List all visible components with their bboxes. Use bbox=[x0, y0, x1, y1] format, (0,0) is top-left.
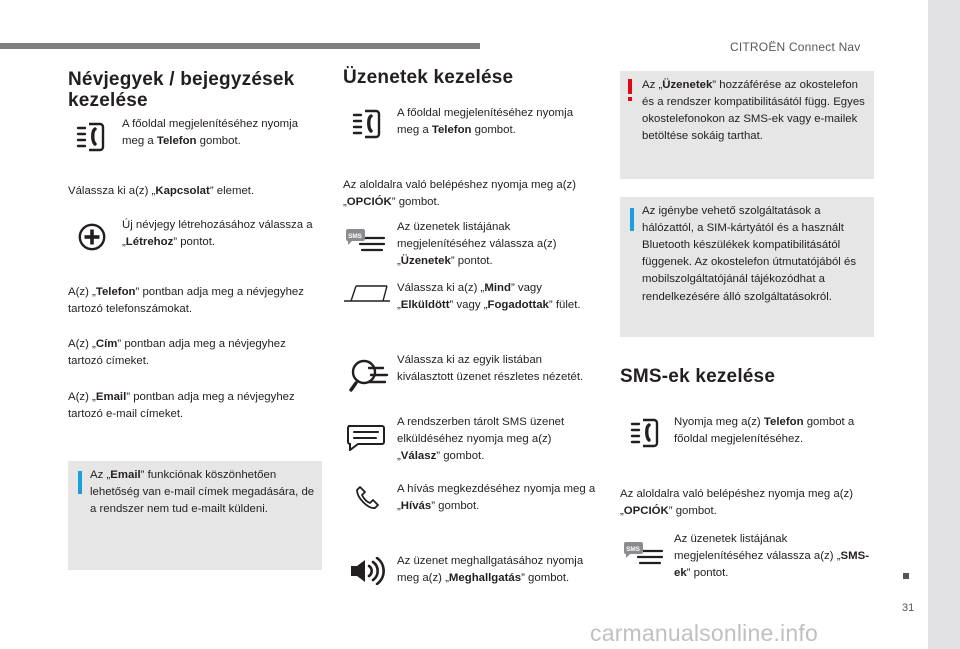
phone-icon bbox=[76, 120, 106, 154]
email-info-text: Az „Email” funkciónak köszönhetően lehetőség van e-mail címek megadására, de a rendszer nem tud e-mailt küldeni. bbox=[90, 469, 315, 516]
sms-step-phone: Nyomja meg a(z) Telefon gombot a főoldal megjelenítéséhez. bbox=[674, 416, 855, 446]
sms-section-title: SMS-ek kezelése bbox=[620, 366, 776, 387]
email-info-note bbox=[68, 461, 322, 570]
page-side-band bbox=[928, 0, 960, 649]
messages-step-call: A hívás megkezdéséhez nyomja meg a „Hívás” gombot. bbox=[397, 483, 596, 513]
messages-step-listen: Az üzenet meghallgatásához nyomja meg a(z) „Meghallgatás” gombot. bbox=[397, 555, 584, 585]
sms-badge-label: SMS bbox=[348, 233, 362, 241]
messages-options-text: Az aloldalra való belépéshez nyomja meg a(z) „OPCIÓK” gombot. bbox=[343, 179, 576, 209]
brand-label: CITROËN Connect Nav bbox=[730, 40, 861, 54]
messages-section-title: Üzenetek kezelése bbox=[343, 67, 514, 88]
phone-icon bbox=[630, 416, 660, 450]
reply-icon bbox=[346, 421, 386, 451]
services-info-text: Az igénybe vehető szolgáltatások a hálózattól, a SIM-kártyától és a használt Bluetooth készülékek kompatibilitásától függenek. Az okostelefon útmutatójából és mobilszolgáltatójánál tájékozódhat a rendelkezésére álló szolgáltatásokról. bbox=[642, 205, 857, 303]
warning-icon bbox=[626, 79, 634, 103]
phone-icon bbox=[352, 107, 382, 141]
call-icon bbox=[355, 484, 381, 510]
contacts-phone-text: A(z) „Telefon” pontban adja meg a névjegyhez tartozó telefonszámokat. bbox=[68, 286, 304, 316]
contacts-address-text: A(z) „Cím” pontban adja meg a névjegyhez tartozó címeket. bbox=[68, 338, 286, 368]
info-bar-icon bbox=[78, 471, 82, 494]
contacts-step-phone: A főoldal megjelenítéséhez nyomja meg a Telefon gombot. bbox=[122, 118, 299, 148]
sms-step-list: Az üzenetek listájának megjelenítéséhez válassza a(z) „SMS-ek” pontot. bbox=[674, 533, 869, 580]
sms-messages-icon bbox=[622, 538, 666, 570]
messages-step-phone: A főoldal megjelenítéséhez nyomja meg a Telefon gombot. bbox=[397, 107, 574, 137]
page-marker-square bbox=[903, 573, 909, 579]
messages-step-reply: A rendszerben tárolt SMS üzenet elküldéséhez nyomja meg a(z) „Válasz” gombot. bbox=[397, 416, 565, 463]
speaker-icon bbox=[349, 557, 385, 585]
sms-badge-label: SMS bbox=[626, 546, 640, 554]
header-rule bbox=[0, 43, 480, 49]
watermark: carmanualsonline.info bbox=[590, 620, 818, 646]
services-info-note bbox=[620, 197, 874, 337]
messages-warning-note bbox=[620, 71, 874, 179]
info-bar-icon bbox=[630, 208, 634, 231]
messages-warning-text: Az „Üzenetek” hozzáférése az okostelefon és a rendszer kompatibilitásától függ. Egyes okostelefonokon az SMS-ek vagy e-mailek betöltése sokáig tarthat. bbox=[642, 79, 865, 143]
page-number: 31 bbox=[902, 602, 915, 614]
contacts-select-contact-text: Válassza ki a(z) „Kapcsolat” elemet. bbox=[68, 185, 255, 197]
contacts-email-text: A(z) „Email” pontban adja meg a névjegyhez tartozó e-mail címeket. bbox=[68, 391, 295, 421]
sms-options-text: Az aloldalra való belépéshez nyomja meg a(z) „OPCIÓK” gombot. bbox=[620, 488, 853, 518]
add-contact-icon bbox=[78, 223, 106, 251]
messages-step-list: Az üzenetek listájának megjelenítéséhez válassza a(z) „Üzenetek” pontot. bbox=[397, 221, 557, 268]
contacts-step-create: Új névjegy létrehozásához válassza a „Létrehoz” pontot. bbox=[122, 219, 313, 249]
contacts-section-title: Névjegyek / bejegyzések kezelése bbox=[68, 69, 295, 112]
tabs-icon bbox=[343, 283, 391, 303]
sms-messages-icon bbox=[344, 225, 388, 257]
messages-step-details: Válassza ki az egyik listában kiválasztott üzenet részletes nézetét. bbox=[397, 354, 584, 384]
messages-step-tabs: Válassza ki a(z) „Mind” vagy „Elküldött” vagy „Fogadottak” fület. bbox=[397, 282, 581, 312]
message-details-icon bbox=[349, 357, 389, 397]
